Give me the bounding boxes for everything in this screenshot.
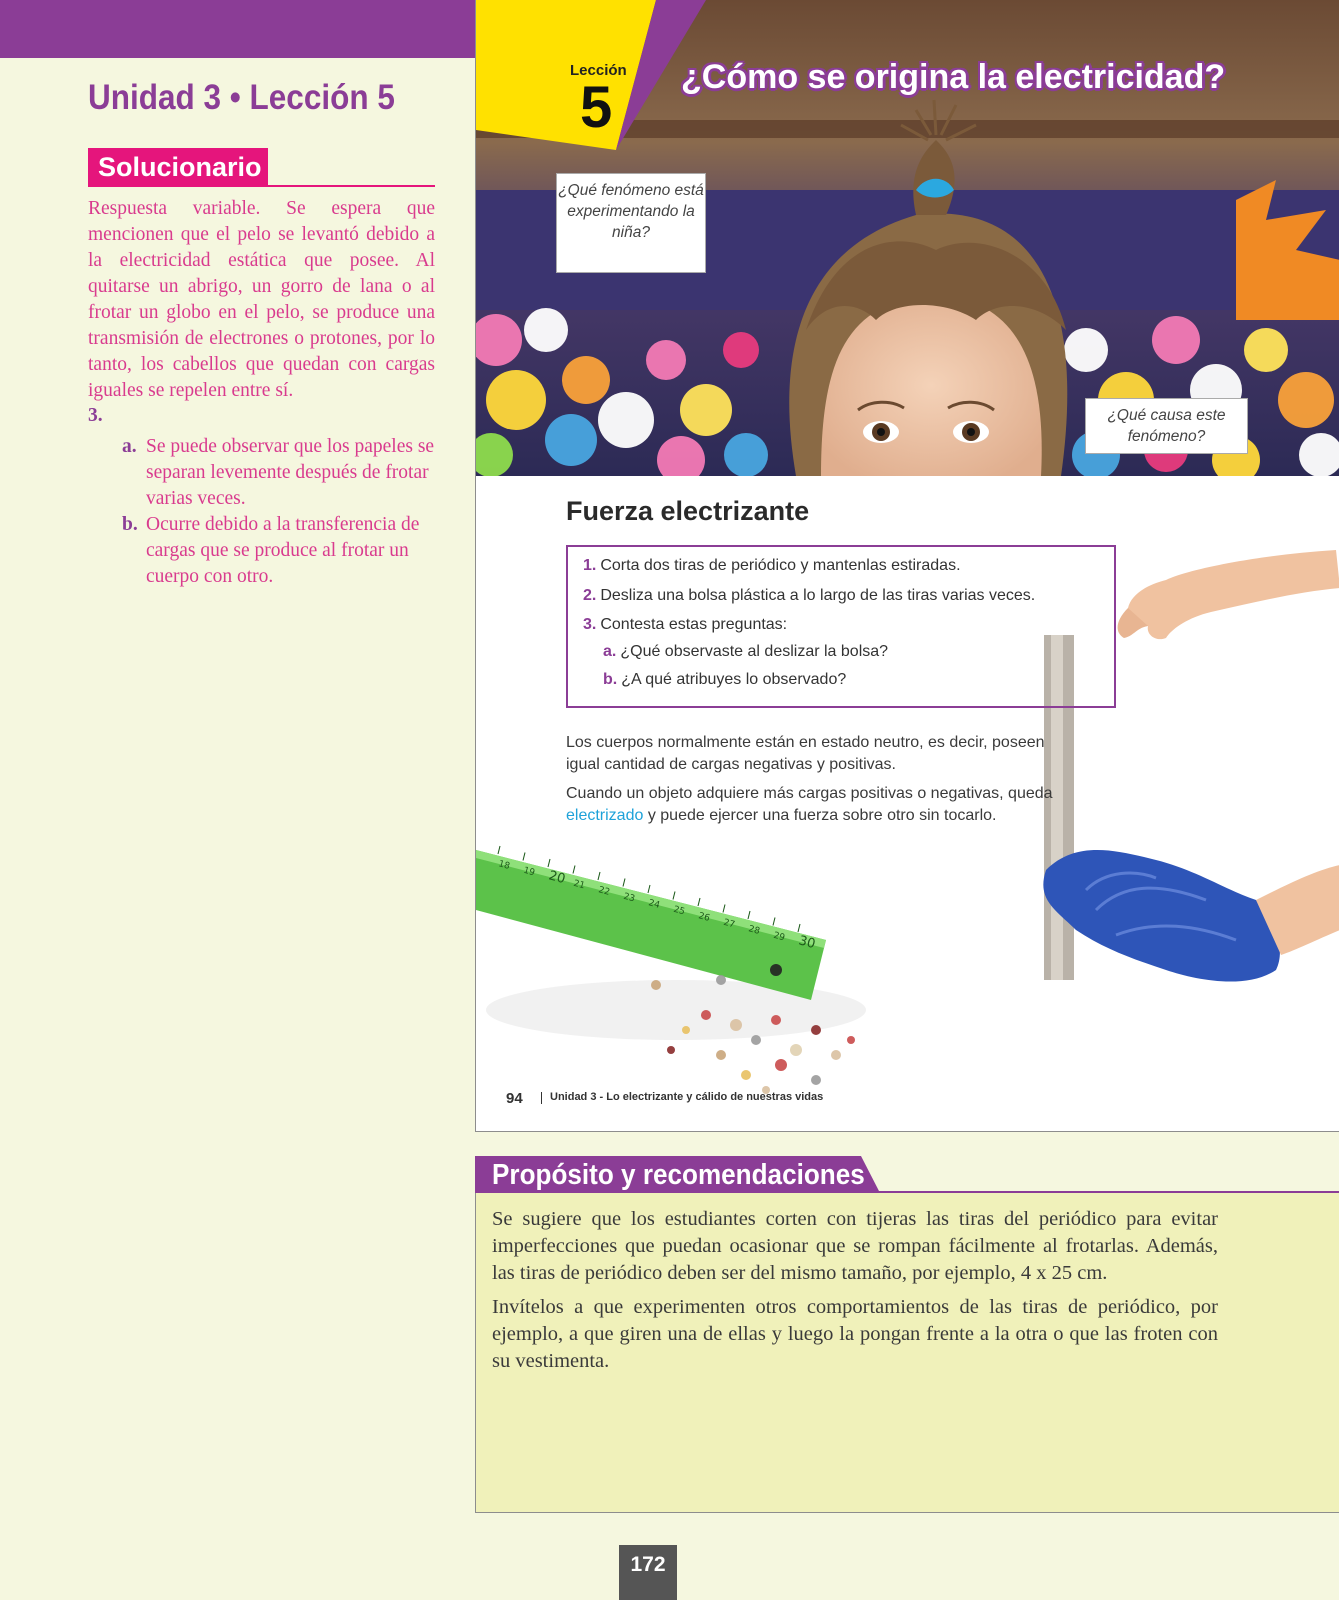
solucionario-rule xyxy=(88,185,435,187)
paragraph-text: Cuando un objeto adquiere más cargas positivas o negativas, queda xyxy=(566,785,1053,802)
question-callout-cause: ¿Qué causa este fenómeno? xyxy=(1085,398,1248,454)
ruler-tick-mark xyxy=(523,853,525,861)
ruler-tick-label: 29 xyxy=(772,930,786,944)
explanation-paragraph-2 xyxy=(566,783,1056,826)
textbook-page xyxy=(475,0,1339,1132)
book-page-footer: Unidad 3 - Lo electrizante y cálido de nuestras vidas xyxy=(550,1091,824,1103)
ruler-tick-mark xyxy=(548,859,550,867)
page-number-tab: 172 xyxy=(619,1545,677,1600)
purpose-title: Propósito y recomendaciones xyxy=(492,1159,865,1191)
ruler-tick-mark xyxy=(798,924,800,932)
book-page-number: 94 xyxy=(506,1090,523,1107)
solucionario-subitem-a xyxy=(122,434,435,512)
lesson-label: Lección xyxy=(570,62,627,79)
substep-text: ¿Qué observaste al deslizar la bolsa? xyxy=(620,643,889,660)
unit-lesson-heading: Unidad 3 • Lección 5 xyxy=(88,78,395,117)
ruler-tick-mark xyxy=(723,905,725,913)
step-number: 1. xyxy=(583,557,597,574)
ruler-tick-label: 28 xyxy=(747,924,761,937)
step-number: 3. xyxy=(583,616,597,633)
glossary-term[interactable]: electrizado xyxy=(566,806,644,824)
activity-title: Fuerza electrizante xyxy=(566,496,810,526)
step-text: Contesta estas preguntas: xyxy=(600,616,788,633)
step-number: 2. xyxy=(583,587,597,604)
lesson-title: ¿Cómo se origina la electricidad? xyxy=(681,58,1226,96)
solucionario-item-number: 3. xyxy=(88,405,103,426)
explanation-paragraph-1: Los cuerpos normalmente están en estado neutro, es decir, poseen igual cantidad de cargas negativas y positivas. xyxy=(566,734,1045,773)
subitem-letter: b. xyxy=(122,514,138,535)
ruler-tick-label: 25 xyxy=(672,904,686,918)
purpose-paragraph-2: Invítelos a que experimenten otros comportamientos de las tiras de periódico, por ejemplo, a que giren una de ellas y luego la pongan frente a la otra o que las froten con su vestimenta. xyxy=(492,1296,1218,1372)
ruler-tick-label: 23 xyxy=(622,891,636,905)
substep-a xyxy=(603,643,888,661)
step-text: Desliza una bolsa plástica a lo largo de las tiras varias veces. xyxy=(600,587,1036,604)
ruler-tick-label: 19 xyxy=(522,865,536,879)
ruler-tick-mark xyxy=(698,898,700,906)
substep-letter: b. xyxy=(603,671,618,688)
ruler-tick-label: 26 xyxy=(697,911,711,924)
ruler-tick-mark xyxy=(648,885,650,893)
paragraph-text: y puede ejercer una fuerza sobre otro sin tocarlo. xyxy=(643,806,997,824)
ruler-tick-mark xyxy=(598,872,600,880)
activity-steps-box xyxy=(566,545,1116,708)
ruler-tick-label: 27 xyxy=(722,917,736,931)
subitem-letter: a. xyxy=(122,436,137,457)
substep-text: ¿A qué atribuyes lo observado? xyxy=(621,671,847,688)
ruler-tick-label: 22 xyxy=(597,885,611,898)
ruler-tick-label: 30 xyxy=(796,933,817,953)
substep-letter: a. xyxy=(603,643,617,660)
ruler-confetti-illustration xyxy=(476,840,896,1110)
step-text: Corta dos tiras de periódico y mantenlas estiradas. xyxy=(600,557,961,574)
ruler-tick-label: 21 xyxy=(572,878,586,892)
ruler-tick-mark xyxy=(673,892,675,900)
substep-b xyxy=(603,671,846,689)
ruler-tick-label: 18 xyxy=(497,859,511,872)
footer-separator xyxy=(541,1092,542,1104)
subitem-text: Ocurre debido a la transferencia de cargas que se produce al frotar un cuerpo con otro. xyxy=(146,514,420,587)
ruler-tick-label: 24 xyxy=(647,898,661,911)
step-1 xyxy=(583,557,961,575)
solucionario-subitem-b xyxy=(122,512,435,590)
ruler-tick-mark xyxy=(573,866,575,874)
ruler-tick-mark xyxy=(773,918,775,926)
purpose-paragraph-1: Se sugiere que los estudiantes corten con tijeras las tiras del periódico para evitar imperfecciones que puedan ocasionar que se rompan fácilmente al frotarlas. Además, las tiras de periódico deben ser del mismo tamaño, por ejemplo, 4 x 25 cm. xyxy=(492,1208,1218,1284)
top-color-bar xyxy=(0,0,475,58)
ruler-tick-label: 20 xyxy=(546,868,567,888)
ruler-tick-mark xyxy=(623,879,625,887)
step-2 xyxy=(583,587,1035,605)
subitem-text: Se puede observar que los papeles se separan levemente después de frotar varias veces. xyxy=(146,436,435,509)
solucionario-answer: Respuesta variable. Se espera que mencionen que el pelo se levantó debido a la electricidad estática que posee. Al quitarse un abrigo, un gorro de lana o al frotar un globo en el pelo, se produce una transmisión de electrones o protones, por lo tanto, los cabellos que quedan con cargas iguales se repelen entre sí. xyxy=(88,198,435,401)
lesson-number: 5 xyxy=(580,75,613,140)
ruler-tick-mark xyxy=(748,911,750,919)
question-callout-girl: ¿Qué fenómeno está experimentando la niña? xyxy=(556,173,706,273)
step-3 xyxy=(583,616,787,634)
ruler-tick-mark xyxy=(498,846,500,854)
solucionario-badge: Solucionario xyxy=(88,148,268,186)
